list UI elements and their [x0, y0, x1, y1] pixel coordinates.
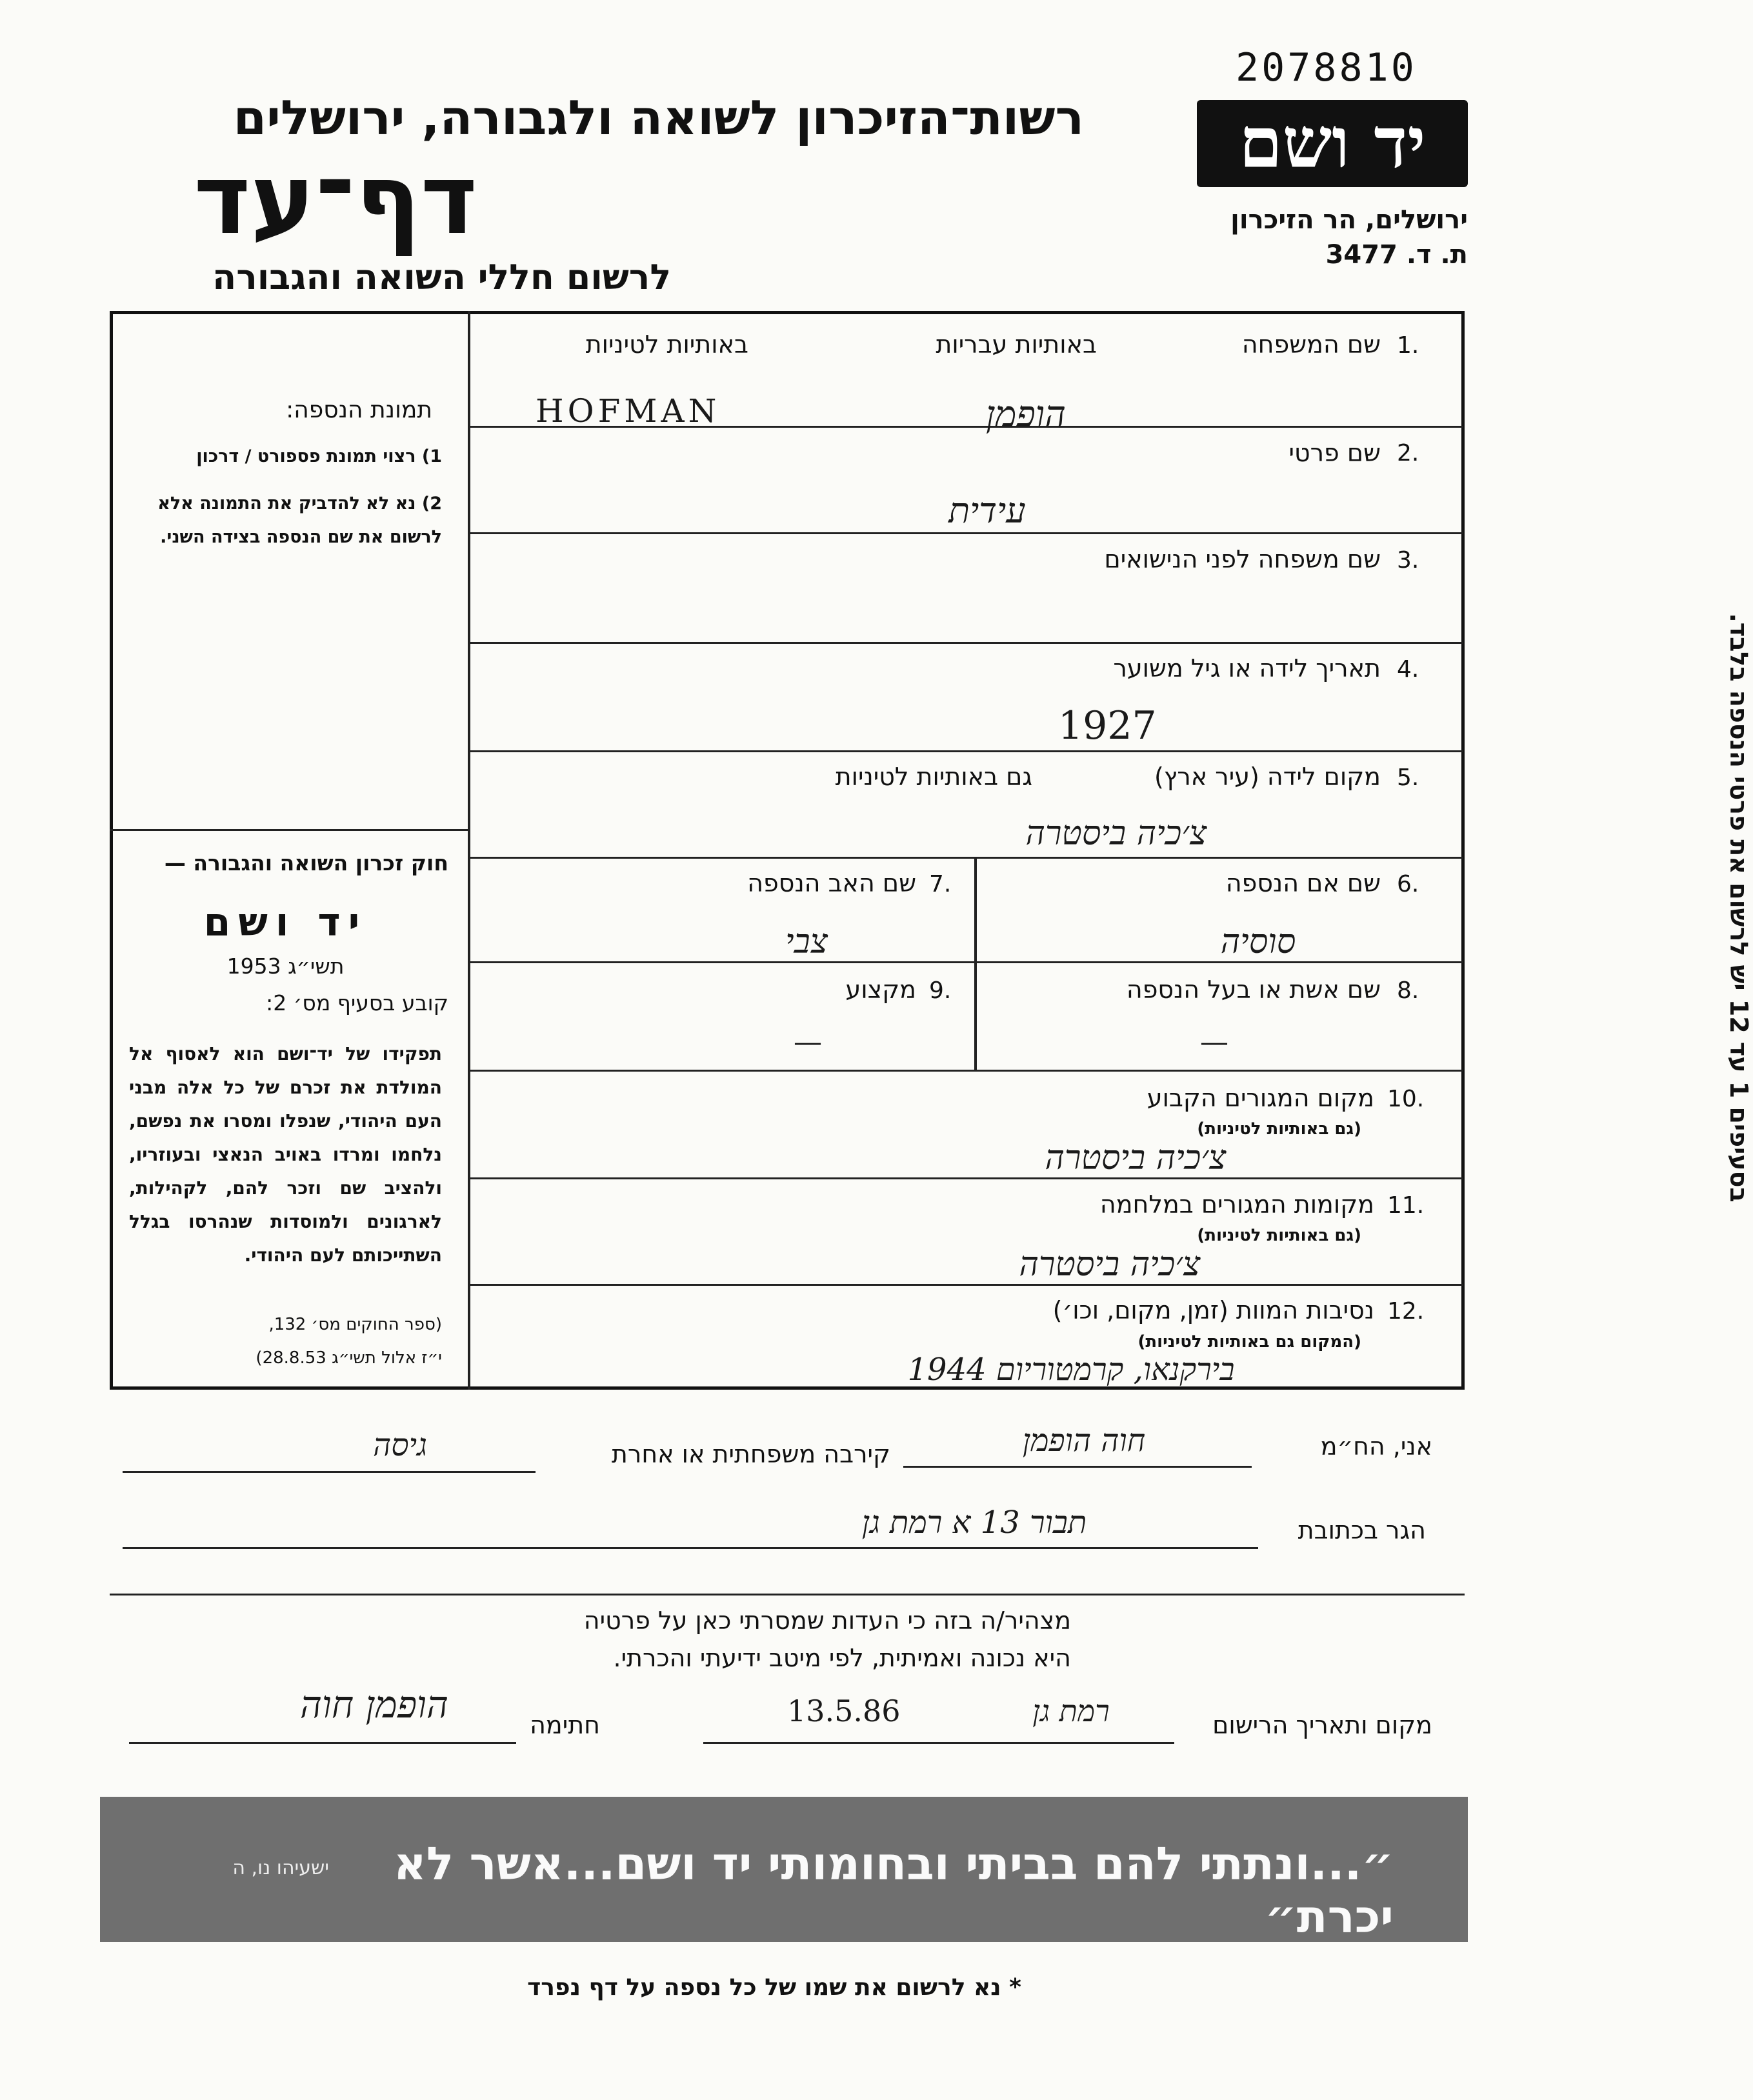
banner-source: ישעיהו נו, ה: [232, 1857, 329, 1879]
field-1-col-hebrew: באותיות עבריות: [936, 330, 1097, 359]
field-8-number: 8.: [1397, 977, 1419, 1004]
field-12-number: 12.: [1387, 1298, 1425, 1325]
field-2-number: 2.: [1397, 440, 1419, 466]
field-7-number: 7.: [929, 871, 952, 897]
field-7-value[interactable]: צבי: [785, 923, 828, 961]
field-2-label: שם פרטי: [1288, 439, 1381, 467]
field-2-value[interactable]: עידית: [948, 490, 1026, 531]
field-12-value[interactable]: בירקנאו, קרמטוריום 1944: [907, 1352, 1235, 1388]
field-10-label: מקום המגורים הקבוע: [1147, 1084, 1374, 1112]
field-11-label: מקומות המגורים במלחמה: [1099, 1190, 1374, 1219]
photo-item-2: 2) נא לא להדביק את התמונה אלא לרשום את שם הנספה בצידה השני.: [157, 494, 442, 547]
place-date-label: מקום ותאריך הרישום: [1212, 1711, 1432, 1739]
field-4-number: 4.: [1397, 656, 1419, 683]
footer-note: * נא לרשום את שמו של כל נספה על דף נפרד: [527, 1974, 1021, 2001]
law-section: קובע בסעיף מס׳ 2:: [266, 990, 448, 1015]
photo-heading: תמונת הנספה:: [286, 397, 432, 423]
field-1-col-latin: באותיות לטיניות: [585, 330, 748, 359]
field-11-value[interactable]: צ׳כיה ביסטרה: [1019, 1245, 1201, 1284]
field-4-label: תאריך לידה או גיל משוער: [1113, 654, 1381, 683]
field-6-number: 6.: [1397, 871, 1419, 897]
law-heading: חוק זכרון השואה והגבורה —: [164, 850, 448, 875]
serial-number: 2078810: [1236, 45, 1417, 90]
signature-value[interactable]: הופמן חוה: [300, 1683, 448, 1726]
field-6-label: שם אם הנספה: [1225, 869, 1381, 897]
field-7-label: שם האב הנספה: [747, 869, 916, 897]
field-5-value[interactable]: צ׳כיה ביסטרה: [1025, 814, 1207, 853]
field-3-value[interactable]: [774, 600, 1097, 632]
law-ref-1: (ספר החוקים מס׳ 132,: [268, 1315, 442, 1334]
field-9-number: 9.: [929, 977, 952, 1004]
field-10-sub: (גם באותיות לטיניות): [1197, 1119, 1361, 1139]
field-1-label: שם המשפחה: [1241, 330, 1381, 359]
panel-divider: [468, 311, 470, 1390]
field-1-number: 1.: [1397, 332, 1419, 359]
field-5-label: מקום לידה (עיר ארץ): [1154, 763, 1381, 791]
address-line-2: ת. ד. 3477: [1325, 240, 1468, 270]
field-10-value[interactable]: צ׳כיה ביסטרה: [1045, 1139, 1227, 1177]
banner-quote: ״...ונתתי להם בביתי ובחומותי יד ושם...אשר לא יכרת״: [393, 1837, 1394, 1943]
field-12-label: נסיבות המוות (זמן, מקום, וכו׳): [1052, 1296, 1374, 1325]
address-line-1: ירושלים, הר הזיכרון: [1230, 205, 1468, 235]
signature-label: חתימה: [530, 1711, 600, 1739]
declarant-relation-value[interactable]: גיסה: [373, 1427, 427, 1463]
field-12-sub: (המקום גם באותיות לטיניות): [1137, 1332, 1361, 1352]
side-note: בסעיפים 1 עד 12 יש לרשום את פרטי הנספה בלבד.: [1725, 613, 1753, 1203]
declarant-name-label: אני, הח״מ: [1320, 1432, 1432, 1461]
form-subtitle: לרשום חללי השואה והגבורה: [212, 257, 671, 297]
declarant-address-label: הגר בכתובת: [1297, 1516, 1426, 1545]
field-5-extra: גם באותיות לטיניות: [835, 763, 1032, 791]
panel-hdivider: [110, 829, 469, 831]
field-9-value[interactable]: —: [794, 1026, 822, 1059]
declarant-address-value[interactable]: תבור 13 א רמת גן: [861, 1505, 1087, 1541]
declaration-line-1: מצהיר/ה בזה כי העדות שמסרתי כאן על פרטיה: [583, 1606, 1071, 1635]
field-8-value[interactable]: —: [1200, 1026, 1228, 1059]
field-4-value[interactable]: 1927: [1058, 703, 1157, 748]
field-1-value-hebrew[interactable]: הופמן: [986, 394, 1066, 435]
field-9-label: מקצוע: [845, 975, 916, 1004]
org-title: רשות־הזיכרון לשואה ולגבורה, ירושלים: [233, 90, 1084, 146]
field-10-number: 10.: [1387, 1086, 1425, 1112]
declarant-name-value[interactable]: חוה הופמן: [1022, 1423, 1146, 1459]
field-3-label: שם משפחה לפני הנישואים: [1104, 545, 1381, 574]
logo-text: יד ושם: [1239, 103, 1426, 184]
law-text: תפקידו של יד־ושם הוא לאסוף אל המולדת את זכרם של כל אלה מבני העם היהודי, שנפלו ומסרו את נפשם, נלחמו ומרדו באויב הנאצי ובעוזריו, ולהציב שם וזכר להם, לקהילות, לארגונים ולמוסדות שנהרסו בגלל השתייכותם לעם היהודי.: [129, 1043, 442, 1266]
field-6-value[interactable]: סוסיה: [1220, 923, 1296, 961]
law-name: יד ושם: [203, 900, 368, 945]
field-8-label: שם אשת או בעל הנספה: [1126, 975, 1381, 1004]
registration-place-value[interactable]: רמת גן: [1032, 1694, 1110, 1728]
field-11-sub: (גם באותיות לטיניות): [1197, 1226, 1361, 1245]
declarant-relation-label: קירבה משפחתית או אחרת: [611, 1440, 890, 1468]
field-11-number: 11.: [1387, 1192, 1425, 1219]
form-title: דף־עד: [194, 144, 477, 256]
law-ref-2: י״ז אלול תשי״ג 28.8.53): [255, 1348, 442, 1368]
law-year: תשי״ג 1953: [226, 954, 345, 979]
declaration-line-2: היא נכונה ואמיתית, לפי מיטב ידיעתי והכרתי.: [613, 1644, 1071, 1672]
yad-vashem-logo: [1197, 100, 1468, 187]
field-1-value-latin[interactable]: HOFMAN: [536, 392, 721, 430]
photo-item-1: 1) רצוי תמונת פספורט / דרכון: [196, 446, 442, 466]
field-5-number: 5.: [1397, 765, 1419, 791]
registration-date-value[interactable]: 13.5.86: [787, 1694, 901, 1728]
field-3-number: 3.: [1397, 547, 1419, 574]
